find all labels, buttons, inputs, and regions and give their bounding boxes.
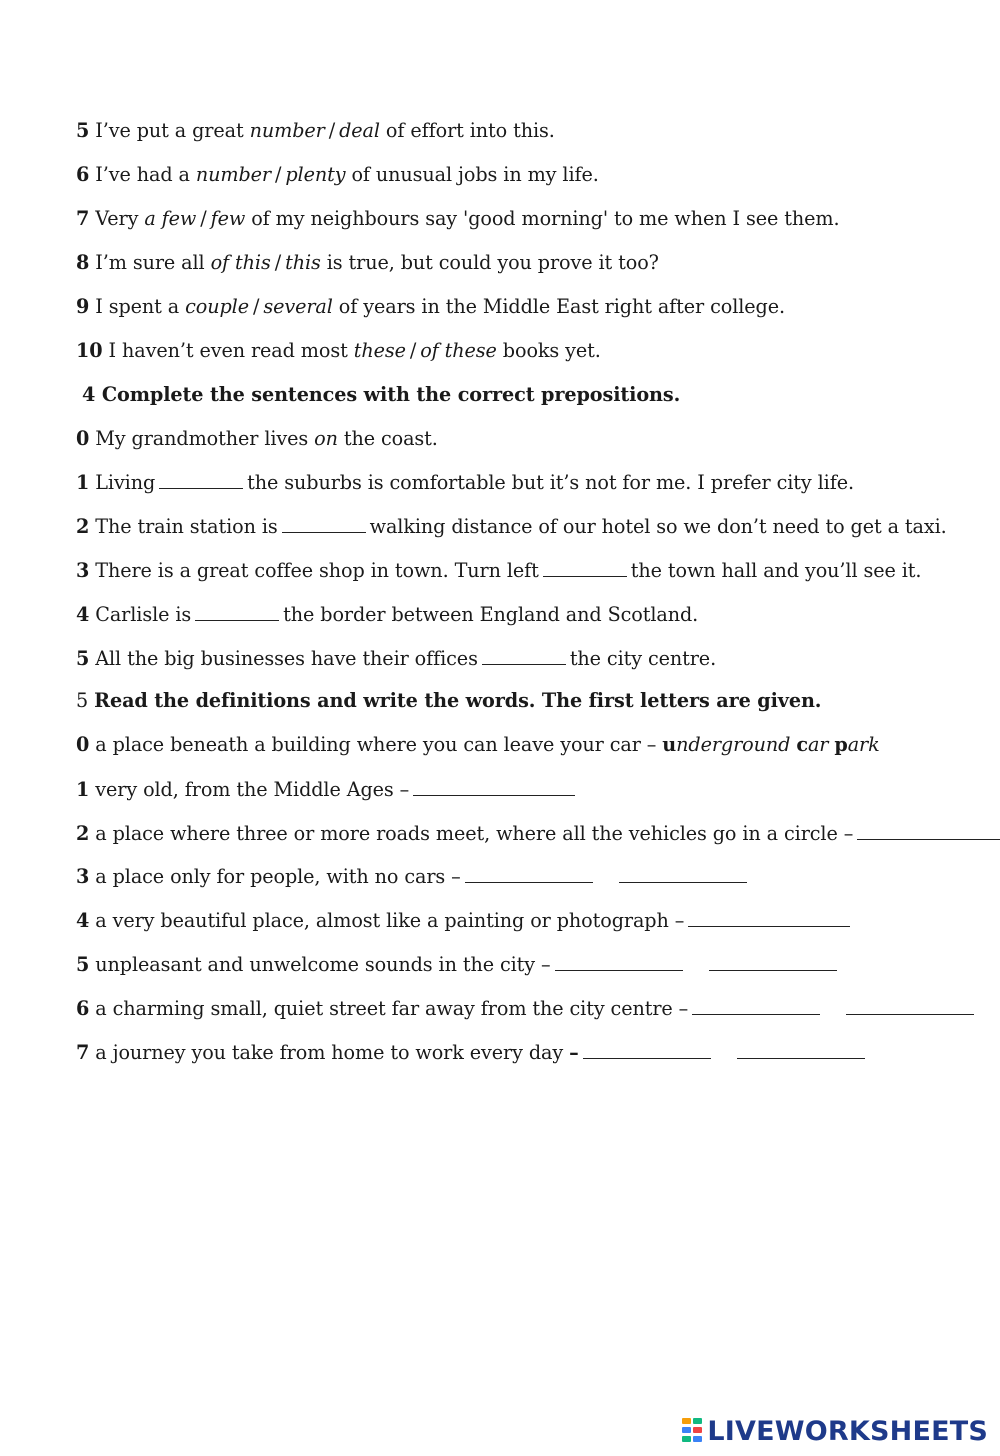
option-1[interactable]: these (353, 339, 406, 362)
item-text: I’m sure all (95, 251, 211, 274)
ex3-item-7 (76, 207, 839, 231)
item-number: 6 (76, 997, 90, 1020)
ex5-item-2 (76, 821, 1000, 846)
ex4-item-1 (76, 470, 854, 495)
item-number: 10 (76, 339, 103, 362)
answer-blank[interactable] (543, 558, 627, 577)
item-text: I’ve put a great (95, 119, 250, 142)
option-1[interactable]: number (195, 163, 271, 186)
ex4-item-5 (76, 646, 716, 671)
answer-blank[interactable] (482, 646, 566, 665)
option-1[interactable]: a few (144, 207, 197, 230)
option-2[interactable]: few (210, 207, 246, 230)
ex4-item-3 (76, 558, 921, 583)
ex3-item-8 (76, 251, 659, 275)
ex3-item-9 (76, 295, 785, 319)
option-2[interactable]: several (263, 295, 333, 318)
ex5-item-4 (76, 908, 854, 933)
option-separator: / (274, 163, 282, 186)
item-text: The train station is (95, 515, 278, 538)
answer-blank[interactable] (857, 821, 1000, 840)
first-letter: u (662, 733, 677, 756)
ex5-item-3 (76, 864, 751, 889)
first-letter: p (834, 733, 848, 756)
item-text-end: of my neighbours say 'good morning' to me when I see them. (245, 207, 840, 230)
item-number: 4 (76, 603, 90, 626)
item-number: 0 (76, 733, 90, 756)
item-text: very old, from the Middle Ages – (95, 778, 410, 801)
ex5-heading (76, 689, 821, 713)
ex4-item-2 (76, 514, 947, 539)
first-letter: c (796, 733, 808, 756)
answer-blank[interactable] (159, 470, 243, 489)
answer-blank[interactable] (282, 514, 366, 533)
option-2[interactable]: plenty (285, 163, 346, 186)
ex5-item-6 (76, 996, 978, 1021)
item-number: 1 (76, 778, 90, 801)
item-text-end: walking distance of our hotel so we don’t need to get a taxi. (369, 515, 947, 538)
item-text-end: the coast. (337, 427, 438, 450)
answer-blank-2[interactable] (709, 952, 837, 971)
option-2[interactable]: deal (339, 119, 380, 142)
item-number: 8 (76, 251, 90, 274)
answer-blank-2[interactable] (846, 996, 974, 1015)
ex3-item-5 (76, 119, 555, 143)
option-2[interactable]: of these (420, 339, 497, 362)
item-text: unpleasant and unwelcome sounds in the city – (95, 953, 551, 976)
item-text-end: the suburbs is comfortable but it’s not for me. I prefer city life. (247, 471, 854, 494)
word-rest: ark (847, 733, 880, 756)
ex3-item-10 (76, 339, 601, 363)
item-text: a place beneath a building where you can leave your car (95, 733, 647, 756)
item-text-end: of years in the Middle East right after college. (332, 295, 785, 318)
option-1[interactable]: couple (185, 295, 249, 318)
item-number: 3 (76, 865, 90, 888)
answer-blank-1[interactable] (583, 1040, 711, 1059)
item-text: All the big businesses have their offices (95, 647, 478, 670)
answer-blank[interactable] (688, 908, 850, 927)
ex5-item-1 (76, 777, 579, 802)
item-text: Carlisle is (95, 603, 192, 626)
item-number: 5 (76, 119, 90, 142)
example-answer (662, 733, 879, 756)
item-number: 0 (76, 427, 90, 450)
item-text-end: is true, but could you prove it too? (320, 251, 659, 274)
option-separator: / (252, 295, 260, 318)
option-separator: / (328, 119, 336, 142)
item-text: Living (95, 471, 156, 494)
item-text: a charming small, quiet street far away from the city centre – (95, 997, 689, 1020)
item-number: 9 (76, 295, 90, 318)
item-number: 7 (76, 1041, 90, 1064)
item-number: 5 (76, 647, 90, 670)
heading-text: Read the definitions and write the words. The first letters are given. (94, 689, 822, 712)
item-text-end: of unusual jobs in my life. (345, 163, 599, 186)
dash: – (569, 1041, 579, 1064)
item-text-end: the town hall and you’ll see it. (630, 559, 922, 582)
item-text: a very beautiful place, almost like a painting or photograph – (95, 909, 685, 932)
item-number: 2 (76, 515, 90, 538)
item-text-end: the city centre. (569, 647, 717, 670)
example-dash: – (646, 733, 657, 756)
answer-blank-1[interactable] (692, 996, 820, 1015)
item-text-end: the border between England and Scotland. (283, 603, 699, 626)
answer-blank-1[interactable] (465, 864, 593, 883)
option-separator: / (274, 251, 282, 274)
option-1[interactable]: number (249, 119, 325, 142)
item-text: I’ve had a (95, 163, 196, 186)
ex5-item-7 (76, 1040, 869, 1065)
liveworksheets-logo-icon (681, 1416, 703, 1446)
item-number: 5 (76, 953, 90, 976)
item-text-end: books yet. (496, 339, 601, 362)
option-separator: / (409, 339, 417, 362)
option-separator: / (200, 207, 207, 230)
item-number: 2 (76, 822, 90, 845)
item-text: a journey you take from home to work every day (95, 1041, 564, 1064)
word-rest: ar (807, 733, 829, 756)
ex5-example (76, 733, 880, 757)
item-number: 1 (76, 471, 90, 494)
item-text-end: of effort into this. (379, 119, 555, 142)
item-text: a place where three or more roads meet, where all the vehicles go in a circle – (95, 822, 854, 845)
item-text: a place only for people, with no cars – (95, 865, 461, 888)
liveworksheets-logo[interactable] (681, 1413, 988, 1449)
item-text: My grandmother lives (95, 427, 315, 450)
item-text: There is a great coffee shop in town. Turn left (95, 559, 539, 582)
ex4-heading: 4 Complete the sentences with the correct prepositions. (82, 383, 681, 406)
word-rest: nderground (676, 733, 791, 756)
ex4-example (76, 427, 438, 451)
example-answer: on (314, 427, 338, 450)
item-number: 3 (76, 559, 90, 582)
ex4-item-4 (76, 602, 698, 627)
item-text: Very (95, 207, 145, 230)
answer-blank[interactable] (195, 602, 279, 621)
answer-blank[interactable] (413, 777, 575, 796)
item-number: 6 (76, 163, 90, 186)
item-text: I haven’t even read most (108, 339, 354, 362)
option-1[interactable]: of this (210, 251, 271, 274)
answer-blank-2[interactable] (737, 1040, 865, 1059)
ex3-item-6 (76, 163, 599, 187)
item-text: I spent a (95, 295, 186, 318)
answer-blank-1[interactable] (555, 952, 683, 971)
item-number: 7 (76, 207, 90, 230)
heading-number: 5 (76, 689, 89, 712)
ex5-item-5 (76, 952, 841, 977)
item-number: 4 (76, 909, 90, 932)
option-2[interactable]: this (285, 251, 321, 274)
answer-blank-2[interactable] (619, 864, 747, 883)
logo-text: LIVEWORKSHEETS (707, 1415, 988, 1447)
